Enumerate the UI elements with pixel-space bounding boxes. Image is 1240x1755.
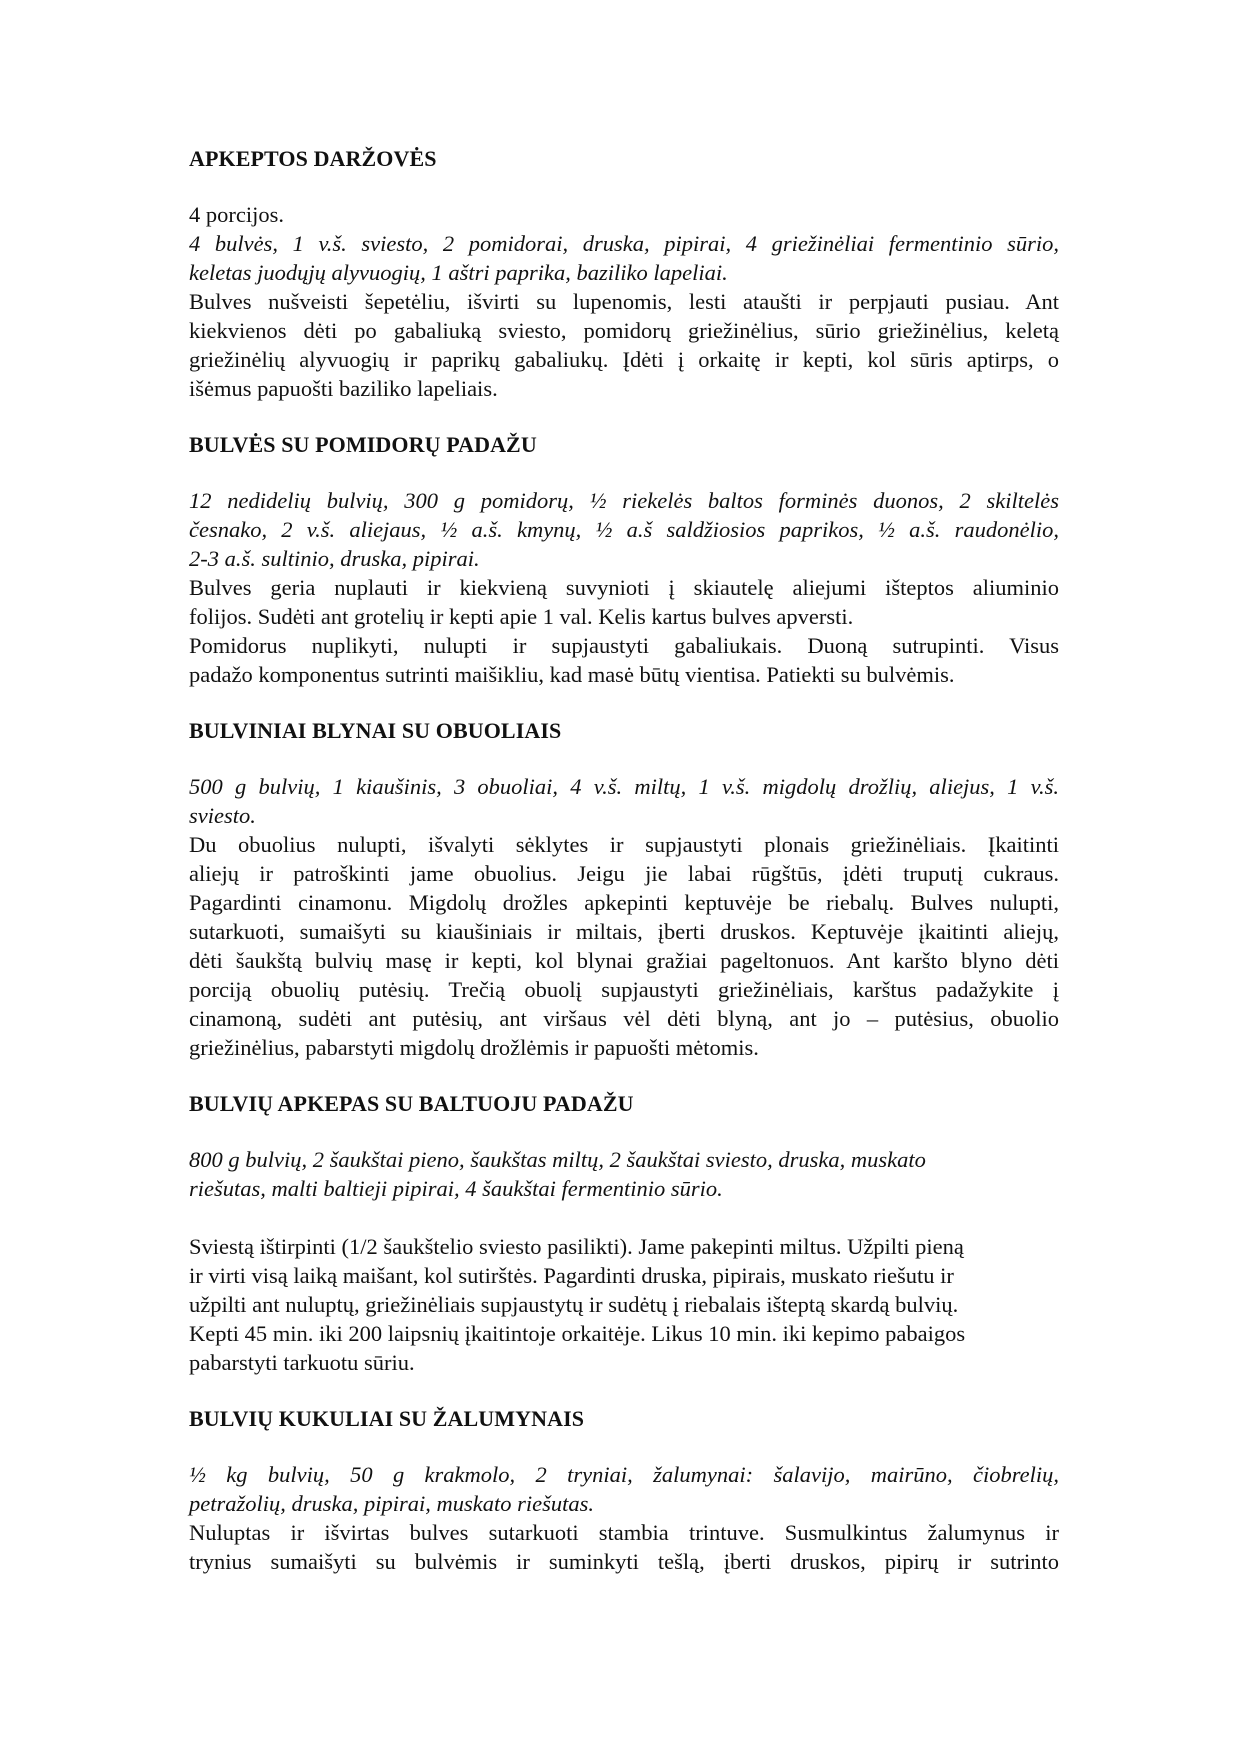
instruction-line: trynius sumaišyti su bulvėmis ir suminkyti tešlą, įberti druskos, pipirų ir sutrinto: [189, 1549, 1059, 1574]
instruction-line: sutarkuoti, sumaišyti su kiaušiniais ir miltais, įberti druskos. Keptuvėje įkaitinti aliejų,: [189, 919, 1059, 944]
ingredients-line: ½ kg bulvių, 50 g krakmolo, 2 tryniai, žalumynai: šalavijo, mairūno, čiobrelių,: [189, 1462, 1059, 1487]
ingredients-line: keletas juodųjų alyvuogių, 1 aštri paprika, baziliko lapeliai.: [189, 260, 728, 285]
instruction-line: Du obuolius nulupti, išvalyti sėklytes ir supjaustyti plonais griežinėliais. Įkaitinti: [189, 832, 1059, 857]
instruction-line: porciją obuolių putėsių. Trečią obuolį supjaustyti griežinėliais, karštus padažykite į: [189, 977, 1059, 1002]
ingredients-line: 4 bulvės, 1 v.š. sviesto, 2 pomidorai, druska, pipirai, 4 griežinėliai fermentinio sūrio,: [189, 231, 1059, 256]
ingredients-line: 500 g bulvių, 1 kiaušinis, 3 obuoliai, 4 v.š. miltų, 1 v.š. migdolų drožlių, aliejus, 1 v.š.: [189, 774, 1059, 799]
recipe-section: [189, 717, 1059, 1062]
instruction-line: Pagardinti cinamonu. Migdolų drožles apkepinti keptuvėje be riebalų. Bulves nulupti,: [189, 890, 1059, 915]
ingredients-line: česnako, 2 v.š. aliejaus, ½ a.š. kmynų, ½ a.š saldžiosios paprikos, ½ a.š. raudonėlio,: [189, 517, 1059, 542]
ingredients-line: sviesto.: [189, 803, 256, 828]
recipe-title: APKEPTOS DARŽOVĖS: [189, 146, 437, 171]
recipe-title: BULVIŲ APKEPAS SU BALTUOJU PADAŽU: [189, 1091, 634, 1116]
ingredients-line: 2-3 a.š. sultinio, druska, pipirai.: [189, 546, 480, 571]
instruction-line: išėmus papuošti baziliko lapeliais.: [189, 376, 498, 401]
instruction-line: užpilti ant nuluptų, griežinėliais supjaustytų ir sudėtų į riebalais išteptą skardą bulvių.: [189, 1292, 959, 1317]
instruction-line: Kepti 45 min. iki 200 laipsnių įkaitintoje orkaitėje. Likus 10 min. iki kepimo pabaigos: [189, 1321, 966, 1346]
instruction-line: cinamoną, sudėti ant putėsių, ant viršaus vėl dėti blyną, ant jo – putėsius, obuolio: [189, 1006, 1059, 1031]
instruction-line: Sviestą ištirpinti (1/2 šaukštelio sviesto pasilikti). Jame pakepinti miltus. Užpilti pieną: [189, 1234, 964, 1259]
instruction-line: Pomidorus nuplikyti, nulupti ir supjaustyti gabaliukais. Duoną sutrupinti. Visus: [189, 633, 1059, 658]
instruction-line: ir virti visą laiką maišant, kol sutirštės. Pagardinti druska, pipirais, muskato riešutu ir: [189, 1263, 954, 1288]
blank-line: [189, 1203, 1059, 1232]
instruction-line: padažo komponentus sutrinti maišikliu, kad masė būtų vientisa. Patiekti su bulvėmis.: [189, 662, 955, 687]
instruction-line: kiekvienos dėti po gabaliuką sviesto, pomidorų griežinėlius, sūrio griežinėlius, keletą: [189, 318, 1059, 343]
instruction-line: Nuluptas ir išvirtas bulves sutarkuoti stambia trintuve. Susmulkintus žalumynus ir: [189, 1520, 1059, 1545]
instruction-line: Bulves nušveisti šepetėliu, išvirti su lupenomis, lesti ataušti ir perpjauti pusiau. Ant: [189, 289, 1059, 314]
ingredients-line: riešutas, malti baltieji pipirai, 4 šaukštai fermentinio sūrio.: [189, 1176, 723, 1201]
instruction-line: folijos. Sudėti ant grotelių ir kepti apie 1 val. Kelis kartus bulves apversti.: [189, 604, 854, 629]
recipe-section: [189, 431, 1059, 689]
instruction-line: aliejų ir patroškinti jame obuolius. Jeigu jie labai rūgštūs, įdėti truputį cukraus.: [189, 861, 1059, 886]
recipe-section: [189, 1090, 1059, 1377]
recipe-section: [189, 145, 1059, 403]
ingredients-line: 800 g bulvių, 2 šaukštai pieno, šaukštas miltų, 2 šaukštai sviesto, druska, muskato: [189, 1147, 926, 1172]
instruction-line: pabarstyti tarkuotu sūriu.: [189, 1350, 415, 1375]
instruction-line: griežinėlius, pabarstyti migdolų drožlėmis ir papuošti mėtomis.: [189, 1035, 759, 1060]
recipe-title: BULVĖS SU POMIDORŲ PADAŽU: [189, 432, 537, 457]
ingredients-line: petražolių, druska, pipirai, muskato riešutas.: [189, 1491, 595, 1516]
document-page: [189, 145, 1059, 1604]
instruction-line: Bulves geria nuplauti ir kiekvieną suvynioti į skiautelę aliejumi išteptos aliuminio: [189, 575, 1059, 600]
instruction-line: dėti šaukštą bulvių masę ir kepti, kol blynai gražiai pageltonuos. Ant karšto blyno dėti: [189, 948, 1059, 973]
instruction-line: 4 porcijos.: [189, 202, 284, 227]
instruction-line: griežinėlių alyvuogių ir paprikų gabaliukų. Įdėti į orkaitę ir kepti, kol sūris aptirps, o: [189, 347, 1059, 372]
ingredients-line: 12 nedidelių bulvių, 300 g pomidorų, ½ riekelės baltos forminės duonos, 2 skiltelės: [189, 488, 1059, 513]
recipe-section: [189, 1405, 1059, 1576]
recipe-title: BULVINIAI BLYNAI SU OBUOLIAIS: [189, 718, 562, 743]
recipe-title: BULVIŲ KUKULIAI SU ŽALUMYNAIS: [189, 1406, 585, 1431]
